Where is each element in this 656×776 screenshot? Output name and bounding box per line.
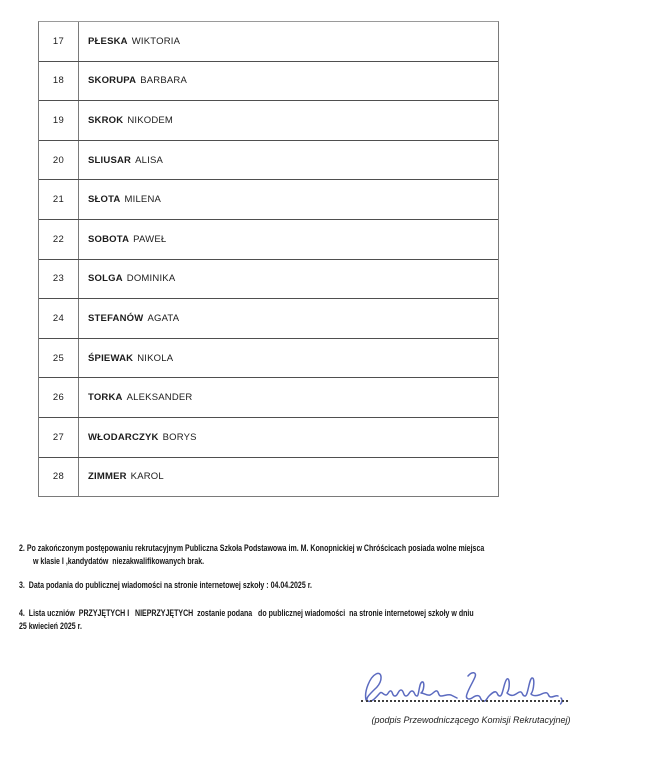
signature-dotted-line <box>361 700 568 702</box>
table-row <box>39 141 498 181</box>
table-row <box>39 220 498 260</box>
table-row <box>39 180 498 220</box>
student-surname: WŁODARCZYK <box>88 431 159 443</box>
row-name-cell <box>79 339 498 378</box>
paragraph-4-line-2: 25 kwiecień 2025 r. <box>19 621 82 632</box>
signature-word-1 <box>366 673 457 701</box>
signature-caption: (podpis Przewodniczącego Komisji Rekrutacyjnej) <box>371 715 571 725</box>
row-number-cell: 17 <box>39 22 79 61</box>
row-number-cell: 19 <box>39 101 79 140</box>
student-surname: SKROK <box>88 114 124 126</box>
row-name-cell <box>79 22 498 61</box>
paragraph-4-line-1: 4. Lista uczniów PRZYJĘTYCH I NIEPRZYJĘTYCH zostanie podana do publicznej wiadomości na stronie internetowej szkoły w dniu <box>19 608 474 619</box>
student-given-name: DOMINIKA <box>126 273 176 285</box>
student-given-name: WIKTORIA <box>131 35 181 47</box>
student-given-name: NIKOLA <box>137 352 174 364</box>
row-name-cell <box>79 220 498 259</box>
student-surname: SKORUPA <box>88 75 137 87</box>
row-number-cell: 23 <box>39 260 79 299</box>
table-row <box>39 378 498 418</box>
row-name-cell <box>79 378 498 417</box>
student-surname: ZIMMER <box>88 471 127 483</box>
row-number-cell: 21 <box>39 180 79 219</box>
row-number-cell: 22 <box>39 220 79 259</box>
table-row <box>39 22 498 62</box>
row-name-cell <box>79 418 498 457</box>
student-given-name: NIKODEM <box>127 114 174 126</box>
student-surname: SŁOTA <box>88 194 121 206</box>
row-name-cell <box>79 458 498 497</box>
row-name-cell <box>79 62 498 101</box>
table-row <box>39 458 498 497</box>
row-number-cell: 18 <box>39 62 79 101</box>
paragraph-3 <box>19 579 415 592</box>
student-surname: SLIUSAR <box>88 154 132 166</box>
student-surname: STEFANÓW <box>88 312 144 324</box>
student-given-name: AGATA <box>147 312 180 324</box>
table-row <box>39 339 498 379</box>
paragraph-2-line-2: w klasie I ,kandydatów niezakwalifikowanych brak. <box>33 556 205 567</box>
names-table <box>38 21 499 497</box>
row-name-cell <box>79 260 498 299</box>
student-surname: SOLGA <box>88 273 123 285</box>
student-surname: TORKA <box>88 392 123 404</box>
row-number-cell: 25 <box>39 339 79 378</box>
row-number-cell: 24 <box>39 299 79 338</box>
row-name-cell <box>79 180 498 219</box>
paragraph-2-line-1: 2. Po zakończonym postępowaniu rekrutacyjnym Publiczna Szkoła Podstawowa im. M. Konopnickiej w Chróścicach posiada wolne miejsca <box>19 543 485 554</box>
table-row <box>39 299 498 339</box>
row-number-cell: 26 <box>39 378 79 417</box>
paragraph-4 <box>19 607 633 633</box>
row-number-cell: 28 <box>39 458 79 497</box>
student-surname: PŁESKA <box>88 35 128 47</box>
row-number-cell: 27 <box>39 418 79 457</box>
table-row <box>39 62 498 102</box>
student-surname: SOBOTA <box>88 233 130 245</box>
table-row <box>39 260 498 300</box>
table-row <box>39 101 498 141</box>
row-number-cell: 20 <box>39 141 79 180</box>
paragraph-3-line-1: 3. Data podania do publicznej wiadomości na stronie internetowej szkoły : 04.04.2025 r. <box>19 580 313 591</box>
student-given-name: BARBARA <box>140 75 188 87</box>
table-row <box>39 418 498 458</box>
row-name-cell <box>79 299 498 338</box>
student-given-name: ALISA <box>135 154 164 166</box>
student-surname: ŚPIEWAK <box>88 352 134 364</box>
student-given-name: ALEKSANDER <box>126 392 193 404</box>
student-given-name: BORYS <box>162 431 197 443</box>
student-given-name: KAROL <box>130 471 164 483</box>
row-name-cell <box>79 141 498 180</box>
signature-word-2 <box>466 673 558 701</box>
paragraph-2 <box>19 542 648 568</box>
student-given-name: MILENA <box>124 194 162 206</box>
student-given-name: PAWEŁ <box>133 233 167 245</box>
row-name-cell <box>79 101 498 140</box>
